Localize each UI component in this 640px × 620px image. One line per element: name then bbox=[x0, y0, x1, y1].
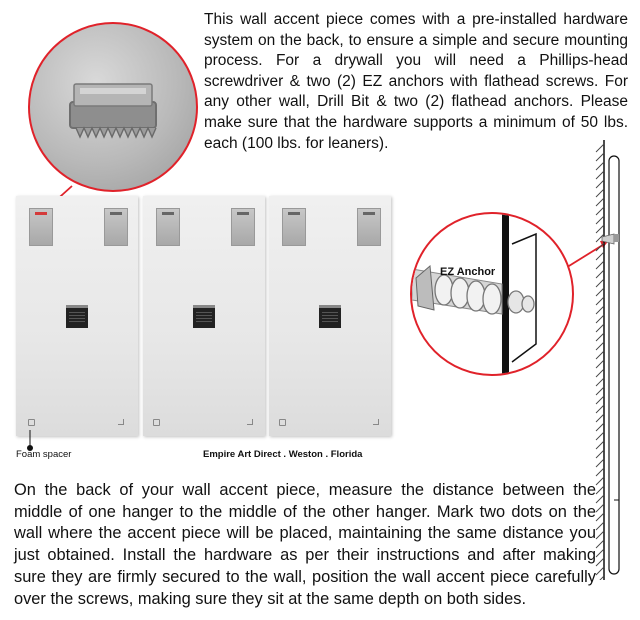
instructions-paragraph: On the back of your wall accent piece, measure the distance between the middle of one hanger to the middle of the other hanger. Mark two dots on the wall where the accent piece will be placed, maintaining the same distance you just obtained. Install the hardware as per their instructions and after making sure they are firmly secured to the wall, position the wall accent piece carefully over the screws, making sure they sit at the same depth on both sides. bbox=[14, 481, 596, 608]
foam-spacer bbox=[28, 419, 35, 426]
foam-spacer bbox=[247, 419, 253, 425]
foam-spacer bbox=[118, 419, 124, 425]
intro-paragraph: This wall accent piece comes with a pre-installed hardware system on the back, to ensure a simple and secure mounting process. For a drywall you will need a Phillips-head screwdriver & two (2) EZ anchors with flathead screws. For any other wall, Drill Bit & two (2) flathead anchors. Please make sure that the hardware supports a minimum of 50 lbs. each (100 lbs. for leaners). bbox=[204, 11, 628, 152]
panel-back-1 bbox=[16, 196, 138, 436]
panel-back-2 bbox=[143, 196, 265, 436]
label-plate bbox=[193, 305, 215, 328]
label-plate bbox=[319, 305, 341, 328]
ez-anchor-label: EZ Anchor bbox=[440, 266, 496, 278]
anchor-closeup bbox=[410, 212, 574, 376]
foam-spacer bbox=[373, 419, 379, 425]
hanger-left bbox=[29, 208, 53, 246]
label-plate bbox=[66, 305, 88, 328]
hanger-right bbox=[231, 208, 255, 246]
hanger-left bbox=[282, 208, 306, 246]
foam-spacer bbox=[153, 419, 160, 426]
foam-spacer-label: Foam spacer bbox=[16, 449, 72, 460]
wall-anchor-icon bbox=[412, 214, 572, 374]
company-caption: Empire Art Direct . Weston . Florida bbox=[203, 449, 363, 460]
foam-spacer bbox=[279, 419, 286, 426]
wall-section-icon bbox=[592, 140, 632, 580]
hanger-right bbox=[104, 208, 128, 246]
hanger-right bbox=[357, 208, 381, 246]
hanger-left bbox=[156, 208, 180, 246]
panel-back-3 bbox=[269, 196, 391, 436]
